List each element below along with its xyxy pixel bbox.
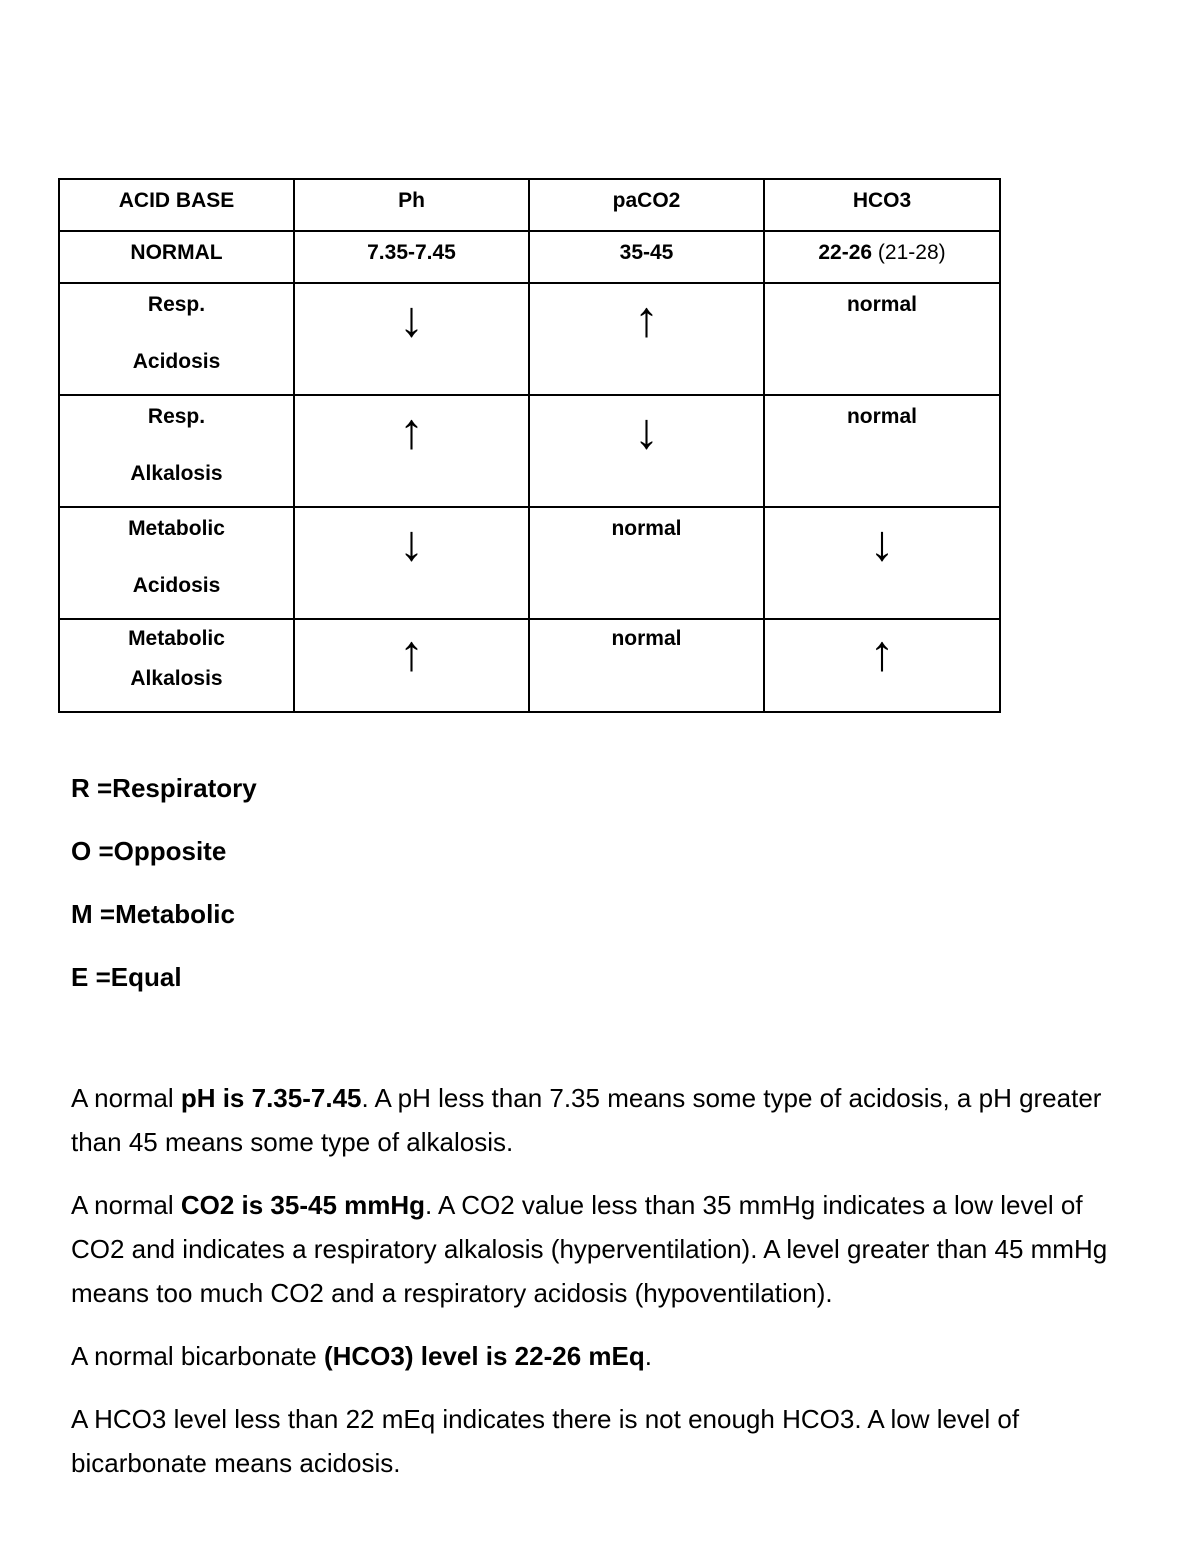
row-label: [59, 619, 294, 712]
paragraph: [71, 1076, 1141, 1164]
arrow-up-icon: ↑: [869, 625, 895, 681]
normal-label: NORMAL: [59, 231, 294, 283]
arrow-up-icon: ↑: [399, 403, 424, 459]
hco3-cell: [764, 507, 1000, 619]
table-row: [59, 507, 1000, 619]
normal-ph: 7.35-7.45: [294, 231, 529, 283]
normal-hco3: [764, 231, 1000, 283]
paco2-cell: [529, 283, 764, 395]
text-run: A normal bicarbonate: [71, 1341, 324, 1371]
paragraph: [71, 1183, 1141, 1315]
normal-paco2: 35-45: [529, 231, 764, 283]
acid-base-table: [58, 178, 1001, 713]
hco3-normal: normal: [764, 395, 1000, 507]
hco3-normal: normal: [764, 283, 1000, 395]
text-run: . A pH less than 7.35 means some type of acidosis, a pH greater than 45 means some type of alkalosis.: [71, 1083, 1102, 1157]
arrow-down-icon: ↓: [399, 291, 424, 347]
header-hco3: HCO3: [764, 179, 1000, 231]
ph-cell: [294, 395, 529, 507]
hco3-cell: [764, 619, 1000, 712]
header-acid-base: ACID BASE: [59, 179, 294, 231]
table-row: [59, 619, 1000, 712]
text-run: A normal: [71, 1083, 181, 1113]
arrow-down-icon: ↓: [399, 515, 424, 571]
explanation-text: [71, 1076, 1141, 1504]
row-label-line2: Acidosis: [132, 350, 221, 373]
bold-text: (HCO3) level is 22-26 mEq: [323, 1341, 645, 1371]
row-label: [59, 395, 294, 507]
row-label-line2: Alkalosis: [130, 667, 223, 690]
legend-item: R =Respiratory: [71, 773, 257, 803]
paco2-normal: normal: [529, 619, 764, 712]
arrow-down-icon: ↓: [869, 515, 895, 571]
table-row: [59, 395, 1000, 507]
row-label: [59, 283, 294, 395]
paragraph: [71, 1397, 1141, 1485]
row-label-line1: Metabolic: [128, 517, 225, 540]
text-run: . A CO2 value less than 35 mmHg indicates a low level of CO2 and indicates a respiratory alkalosis (hyperventilation). A level greater than 45 mmHg means too much CO2 and a respiratory acidosis (hypoventilation).: [71, 1190, 1108, 1308]
row-label: [59, 507, 294, 619]
ph-cell: [294, 619, 529, 712]
table-header-row: [59, 179, 1000, 231]
mnemonic-legend: [71, 771, 257, 1023]
text-run: A HCO3 level less than 22 mEq indicates there is not enough HCO3. A low level of bicarbonate means acidosis.: [71, 1404, 1020, 1478]
condition-rows: [59, 283, 1000, 712]
row-label-line1: Resp.: [147, 293, 206, 316]
header-paco2: paCO2: [529, 179, 764, 231]
paco2-normal: normal: [529, 507, 764, 619]
paragraph: [71, 1334, 1141, 1378]
bold-text: pH is 7.35-7.45: [180, 1083, 362, 1113]
row-label-line1: Resp.: [147, 405, 206, 428]
arrow-up-icon: ↑: [634, 291, 659, 347]
row-label-line1: Metabolic: [128, 627, 225, 650]
table-row-normal: [59, 231, 1000, 283]
legend-item: E =Equal: [71, 962, 182, 992]
ph-cell: [294, 507, 529, 619]
row-label-line2: Acidosis: [132, 574, 221, 597]
paco2-cell: [529, 395, 764, 507]
ph-cell: [294, 283, 529, 395]
normal-hco3-range: (21-28): [872, 241, 946, 264]
header-ph: Ph: [294, 179, 529, 231]
legend-item: O =Opposite: [71, 836, 227, 866]
row-label-line2: Alkalosis: [130, 462, 223, 485]
normal-hco3-value: 22-26: [818, 241, 873, 264]
table-row: [59, 283, 1000, 395]
text-run: .: [644, 1341, 652, 1371]
bold-text: CO2 is 35-45 mmHg: [180, 1190, 426, 1220]
text-run: A normal: [71, 1190, 181, 1220]
arrow-down-icon: ↓: [634, 403, 659, 459]
arrow-up-icon: ↑: [399, 625, 424, 681]
legend-item: M =Metabolic: [71, 899, 235, 929]
